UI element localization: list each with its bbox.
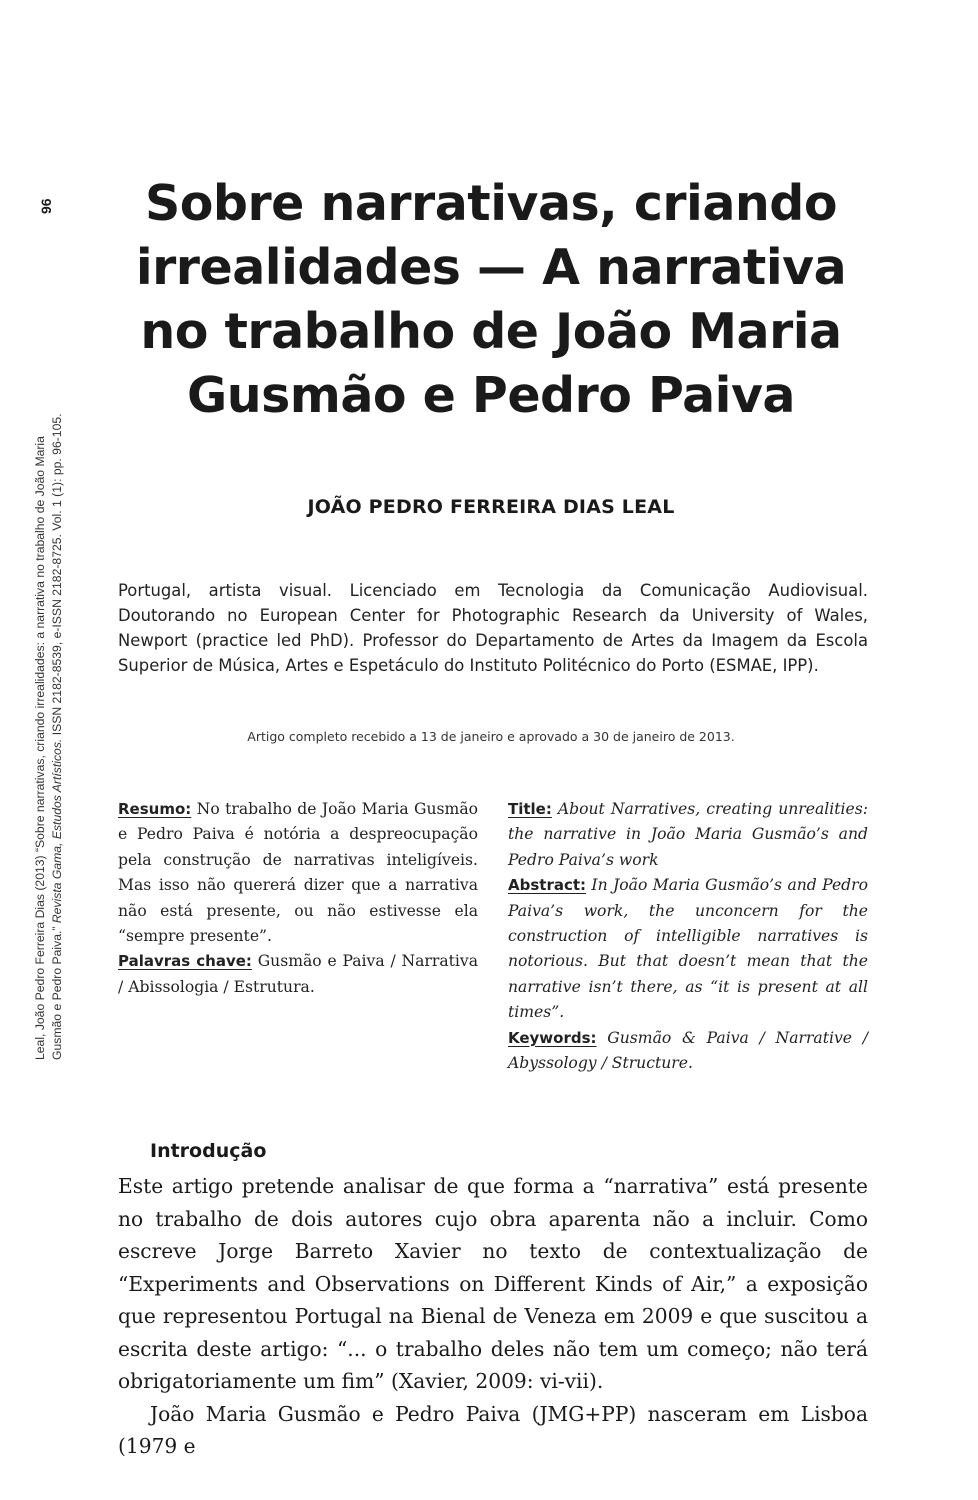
citation-suffix: ISSN 2182-8539, e-ISSN 2182-8725. Vol. 1 (1): pp. 96-105.: [50, 413, 64, 739]
title-en-label: Title:: [508, 800, 552, 818]
body-text: [118, 1170, 868, 1463]
keywords-en-text: Gusmão & Paiva / Narrative / Abyssology / Structure.: [508, 1028, 868, 1073]
received-note: Artigo completo recebido a 13 de janeiro e aprovado a 30 de janeiro de 2013.: [247, 729, 735, 744]
resumo-text: No trabalho de João Maria Gusmão e Pedro Paiva é notória a despreocupação pela construção de narrativas inteligíveis. Mas isso não quererá dizer que a narrativa não está presente, ou não estivesse ela “sempre presente”.: [118, 800, 478, 946]
citation-line-2: [49, 320, 66, 1060]
palavras-chave-text: Gusmão e Paiva / Narrativa / Abissologia / Estrutura.: [118, 952, 478, 996]
palavras-chave-label: Palavras chave:: [118, 952, 252, 971]
abstract-en-text: In João Maria Gusmão’s and Pedro Paiva’s work, the unconcern for the construction of intelligible narratives is notorious. But that doesn’t mean that the narrative isn’t there, as “it is present at all times”.: [508, 876, 868, 1022]
keywords-en-label: Keywords:: [508, 1028, 597, 1047]
author-name: JOÃO PEDRO FERREIRA DIAS LEAL: [307, 496, 675, 518]
citation-prefix: Gusmão e Pedro Paiva.”: [50, 923, 64, 1060]
author-bio: Portugal, artista visual. Licenciado em Tecnologia da Comunicação Audiovisual. Doutorando no European Center for Photographic Research da University of Wales, Newport (practice led PhD). Professor do Departamento de Artes da Imagem da Escola Superior de Música, Artes e Espetáculo do Instituto Politécnico do Porto (ESMAE, IPP).: [118, 581, 868, 675]
title-en-text: About Narratives, creating unrealities: the narrative in João Maria Gusmão’s and Pedro Paiva’s work: [508, 800, 868, 869]
abstract-portuguese: [118, 797, 478, 1000]
abstract-en-label: Abstract:: [508, 876, 587, 895]
section-heading-introducao: Introdução: [150, 1140, 267, 1162]
side-citation: [32, 320, 66, 1060]
abstract-english: [508, 797, 868, 1076]
abstract-en-paragraph: [508, 873, 868, 1025]
keywords-en-paragraph: [508, 1026, 868, 1077]
resumo-paragraph: [118, 797, 478, 949]
page-number: 96: [38, 198, 54, 214]
title-en-paragraph: [508, 797, 868, 873]
body-paragraph-2: João Maria Gusmão e Pedro Paiva (JMG+PP) nasceram em Lisboa (1979 e: [118, 1401, 868, 1458]
body-paragraph-1: Este artigo pretende analisar de que forma a “narrativa” está presente no trabalho de dois autores cujo obra aparenta não a incluir. Como escreve Jorge Barreto Xavier no texto de contextualização de “Experiments and Observations on Different Kinds of Air,” a exposição que representou Portugal na Bienal de Veneza em 2009 e que suscitou a escrita deste artigo: “... o trabalho deles não tem um começo; não terá obrigatoriamente um fim” (Xavier, 2009: vi-vii).: [118, 1174, 868, 1393]
citation-line-1: Leal, João Pedro Ferreira Dias (2013) “Sobre narrativas, criando irrealidades: a narrativa no trabalho de João Maria: [33, 436, 47, 1060]
palavras-chave-paragraph: [118, 949, 478, 1000]
article-title: Sobre narrativas, criando irrealidades — A narrativa no trabalho de João Maria Gusmão e Pedro Paiva: [135, 175, 847, 424]
resumo-label: Resumo:: [118, 800, 192, 818]
citation-journal: Revista Gama, Estudos Artísticos.: [50, 738, 64, 924]
